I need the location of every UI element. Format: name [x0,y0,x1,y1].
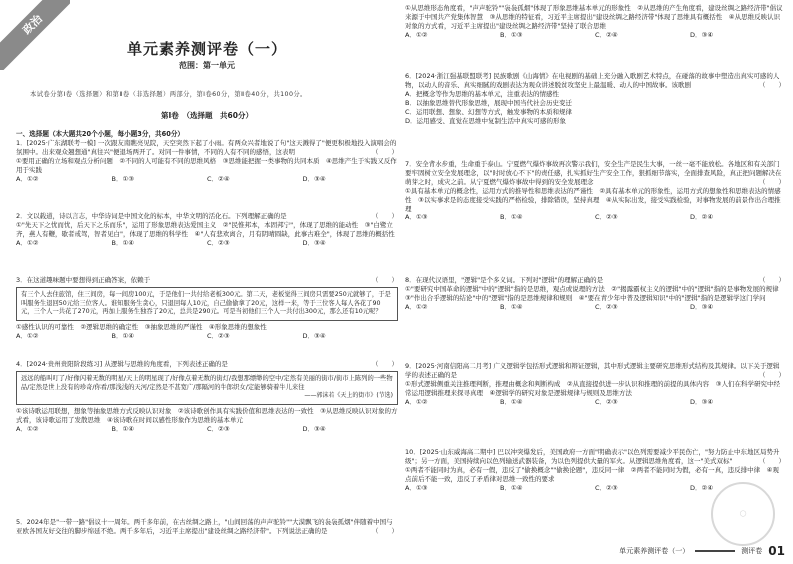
option-d[interactable]: D．③④ [690,302,714,311]
question-2 [16,212,398,248]
option-a[interactable]: A．①② [16,331,39,340]
q9-stem: 9．[2025·河南信阳高二月考] 广义逻辑学包括形式逻辑和辩证逻辑，其中形式逻辑主要研究思维形式结构及其规律。以下关于逻辑学的表述正确的是 [405,362,780,379]
q1-items: ①要用正确的立场和观点分析问题 ②不同的人可能有不同的思维风格 ③思维能把握一类事物的共同本质 ④思维产生于实践又反作用于实践 [16,156,397,174]
q10-items: ①两者不能同时为真，必有一假，违反了"偷换概念""偷换论题"，违反同一律 ②两者不能同时为假，必有一真，违反排中律 ④观点前后不能一致，违反了矛盾律对思维一致性的要求 [405,465,779,483]
option-c[interactable]: C．②④ [595,30,618,39]
option-c[interactable]: C．②③ [595,213,618,222]
q1-paren: （ ） [372,147,398,156]
option-c[interactable]: C．②③ [207,331,230,340]
option-a[interactable]: A．①② [16,238,39,247]
option-b[interactable]: B．①④ [111,424,135,433]
option-c[interactable]: C．②③ [595,397,618,406]
option-d[interactable]: D．运用感受、直觉在思维中复制生活中真实可感的形象 [405,116,567,125]
q4-poem: 远远的船叫叮了/好像闪着无数的明星/天上的明星现了/好像点着无数的街灯/我想那缥缈的空中/定然有美丽的街市/街市上陈列的一些物品/定然是世上没有的珍奇/你看/那浅浅的天河/定然是不甚宽广/那隔河的牛郎织女/定能够骑着牛儿来往 [21,374,393,391]
option-a[interactable]: A．①② [405,30,428,39]
option-d[interactable]: D．③④ [302,238,326,247]
option-b[interactable]: B．①④ [500,397,523,406]
q10-paren: （ ） [759,456,785,465]
question-6 [405,72,785,125]
q3-options [16,332,398,341]
footer-divider [695,550,735,552]
watermark-stamp: ◯ [711,482,775,546]
option-a[interactable]: A．①③ [405,483,428,492]
option-c[interactable]: C．②③ [595,302,618,311]
option-d[interactable]: D．③④ [690,30,714,39]
option-c[interactable]: C．运用联想、想象、幻想等方式，触发事物的本质和规律 [405,107,573,116]
option-b[interactable]: B．①④ [500,483,523,492]
q8-options [405,303,785,312]
range-label: 范围： [179,61,203,70]
q8-paren: （ ） [759,276,785,284]
q9-paren: （ ） [759,370,785,379]
option-b[interactable]: B．①③ [500,30,523,39]
question-7 [405,160,785,222]
page-number: 01 [768,544,785,558]
question-1 [16,139,398,184]
option-d[interactable]: D．③④ [302,174,326,183]
q3-box: 有三个人去住旅馆，住三间房，每一间房100元，于是他们一共付给老板300元。第二天，老板觉得三间房只需要250元就够了，于是叫服务生退回50元给三位客人。谁知服务生贪心，只退回每人10元，自己偷偷拿了20元，这样一来，等于三位客人每人各花了90元，三个人一共花了270元，再加上服务生独吞了20元，总共是290元。可是当初他们三个人一共付出300元，那么还有10元呢？ [16,287,398,321]
section-heading [16,128,184,138]
q5-stem: 5．2024年是"一带一路"倡议十一周年。两千多年前，在古丝绸之路上，"山间回荡的声声驼铃""大漠飘飞的袅袅孤烟"伴随着中国与亚欧各国友好交往的脚步绵延不绝。两千多年后，习近平主席提出"建设丝绸之路经济带"。下列说法正确的是 [16,518,393,535]
question-5-continued [405,4,785,40]
option-b[interactable]: B．①③ [111,174,135,183]
question-8 [405,276,785,312]
question-3 [16,276,398,341]
exam-info: 本试卷分第Ⅰ卷（选择题）和第Ⅱ卷（非选择题）两部分，第Ⅰ卷60分，第Ⅱ卷40分，共100分。 [30,91,307,98]
part-one-heading: 第Ⅰ卷 （选择题 共60分） [161,111,253,120]
q8-stem: 8．在现代汉语里，"逻辑"是个多义词。下列对"逻辑"的理解正确的是 [405,276,604,284]
option-b[interactable]: B．①④ [111,238,135,247]
option-b[interactable]: B．以抽象思维替代形象思维，展现中国当代社会历史变迁 [405,98,572,107]
question-4 [16,360,398,433]
q6-paren: （ ） [759,80,785,89]
option-b[interactable]: B．①④ [500,302,523,311]
option-a[interactable]: A．①② [16,424,39,433]
q2-items: ①"先天下之忧而忧，后天下之乐而乐"，运用了形象思维表达爱国主义 ②"民惟邦本，本固邦宁"，体现了思维的能动性 ③"白鹭立齐，燕人有鞭，歇者戒驾，智者见白"，体现了思维的科学性 ④"人有悲欢离合，月有阴晴圆缺，此事古难全"，体现了思维的概括性 [16,220,395,238]
subject-tag: 政治 [0,0,70,70]
option-a[interactable]: A．①② [405,397,428,406]
page-title: 单元素养测评卷（一） [126,40,287,58]
q7-stem: 7．安全背水步重，生命重于泰山。宁夏燃气爆炸事故再次警示我们，安全生产是民生大事，一丝一毫不能放松。各地区和有关部门要牢固树立安全发展理念，以"时时放心不下"的责任感，扎实抓好生产安全工作，狠抓细节落实，全面排查风险，真正把问题解决在萌芽之时，成灾之前。从宁夏燃气爆炸事故中得到的安全发展理念 [405,160,782,186]
option-d[interactable]: D．②④ [690,483,714,492]
option-c[interactable]: C．②③ [207,424,230,433]
q2-options [16,239,398,248]
option-d[interactable]: D．③④ [302,424,326,433]
page-footer [619,544,785,558]
q4-items: ①该诗歌运用联想，想象等抽象思维方式反映认识对象 ②该诗歌创作具有实践价值和思维表达的一致性 ③从思维反映认识对象的方式看，该诗歌运用了发散思维 ④该诗歌在时间以感性形象作为思维的基本单元 [16,406,398,424]
q4-signature: ——郭沫若《天上的街市》(节选) [304,392,393,400]
option-a[interactable]: A．把概念等作为思维的基本单元，注重表达的情感性 [405,89,559,98]
q10-stem: 10．[2025·山东威海高二期中] 巴以冲突爆发后，美国政府一方面"明确表示"以色列需要减少平民伤亡，"努力防止中东地区局势升级"；另一方面，美国持续向以色列输送武器装备，为以色列提供大量的军火。从逻辑思维角度看，这一"美式双标" [405,448,780,465]
q1-options [16,175,398,184]
option-d[interactable]: D．③④ [302,331,326,340]
range-value: 第一单元 [203,61,235,70]
q4-box [16,371,398,405]
q3-stem: 3．在这道趣味题中要想得到正确答案，依赖于 [16,276,151,284]
footer-label: 单元素养测评卷（一） [619,547,690,555]
option-c[interactable]: C．②③ [207,238,230,247]
section-text: 一、选择题（本大题共20个小题，每小题3分，共60分） [16,130,185,138]
q2-paren: （ ） [372,212,398,220]
q5-options [405,31,785,40]
option-b[interactable]: B．①④ [500,213,523,222]
option-d[interactable]: D．③④ [690,397,714,406]
q7-paren: （ ） [759,177,785,186]
option-c[interactable]: C．②④ [207,174,230,183]
option-a[interactable]: A．①② [405,302,428,311]
q1-stem: 1．[2025·广东湖联考一模] 一次跟友南瞧亮见院，天空突然下起了小雨。有两众兴者地说了句"这天溅得了"便更积极地投入演唱会的氛围中。出来观众翘想通"真往兴"便退场两开了。对同一件事情，不同的人有不同的感悟，这表明 [16,139,397,156]
q6-stem: 6．[2024·浙江强基联盟联考] 民族歌剧《山海情》在电视剧的基础上充分融入歌剧艺术特点，在碰落的故事中塑造出真实可感的人物，以动人的音乐、真实细腻的戏剧表达为观众讲述脱贫攻坚史上最温暖、动人的中国故事。该歌剧 [405,72,780,89]
option-a[interactable]: A．①② [16,174,39,183]
q7-options [405,213,785,222]
option-a[interactable]: A．①③ [405,213,428,222]
option-c[interactable]: C．②③ [595,483,618,492]
q3-items: ①感性认识的可靠性 ②逻辑思维的确定性 ③抽象思维的严谨性 ④形象思维的想象性 [16,322,267,331]
q9-options [405,398,785,407]
question-9 [405,362,785,407]
q3-paren: （ ） [372,276,398,284]
q8-items: ①"要研究中国革命的逻辑"中的"逻辑"指的是思维，观点或说理的方法 ②"揭露霸权主义的逻辑"中的"逻辑"指的是事物发展的规律 ③"作出合乎逻辑的结论"中的"逻辑"指的是思维规律和规则 ④"要在青少年中普及逻辑知识"中的"逻辑"指的是逻辑学这门学问 [405,284,786,302]
question-5 [16,518,398,536]
q9-items: ①形式逻辑侧重关注推理判断，推理由概念和判断构成 ②从直接提供进一步认识和推理的前提的具体内容 ③人们在科学研究中经常运用逻辑推理来探寻真理 ④逻辑学的研究对象是逻辑规律与规则及思维方法 [405,379,780,397]
q4-stem: 4．[2024·贵州贵阳阶段练习] 从逻辑与思维的角度看，下列表述正确的是 [16,360,228,368]
q5-paren: （ ） [372,526,398,535]
option-b[interactable]: B．①④ [111,331,135,340]
q2-stem: 2．文以载道，诗以言志，中华诗词是中国文化的标本，中华文明的活化石。下列理解正确的是 [16,212,287,220]
q4-options [16,425,398,434]
q4-paren: （ ） [372,360,398,368]
range-line [16,60,398,71]
footer-sub: 测评卷 [741,547,763,555]
q5-items: ①从思维形态角度看，"声声驼铃""袅袅孤烟"体现了形象思维基本单元的形象性 ②从思维的产生角度看，建设丝绸之路经济带"倡议来源于中国共产党集体智慧 ③从思维的特征看，习近平主席提出"建设丝绸之路经济带"体现了思维具有概括性 ④从思维反映认识对象的方式看，习近平主席提出"建设丝绸之路经济带"坚持了联合思维 [405,4,783,30]
option-d[interactable]: D．②④ [690,213,714,222]
q7-items: ①具有基本单元的概念性，运用方式的推导性和思维表达的严谨性 ②具有基本单元的形象性，运用方式的想象性和思维表达的情感性 ③以实事求是的态度接受实践的严格检验，排除错误，坚持真理 ④从实际出发，接受实践检验，对事物发展的前景作出合理推理 [405,186,781,213]
